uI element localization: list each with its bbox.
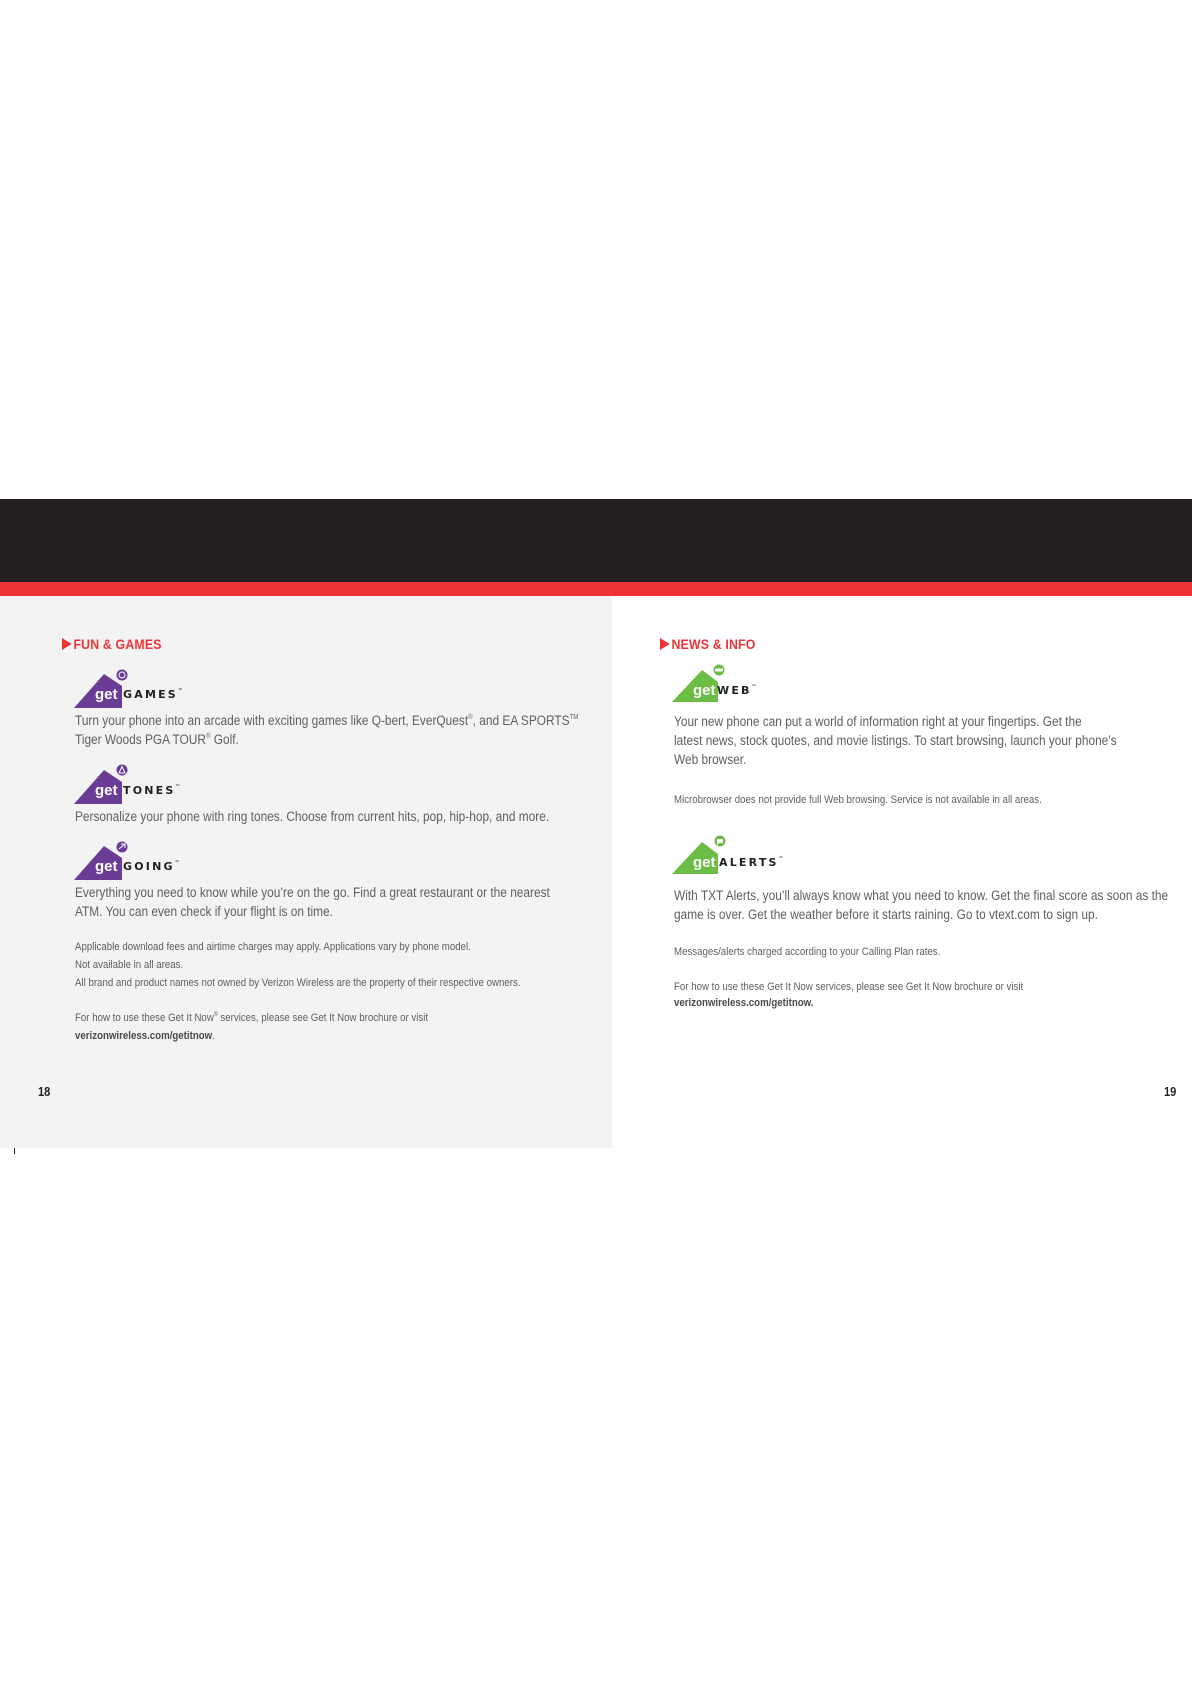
getitnow-link[interactable]: verizonwireless.com/getitnow. xyxy=(674,997,814,1009)
logo-word: GOING™ xyxy=(123,860,180,873)
get-web-logo: get WEB™ xyxy=(672,662,832,698)
games-description: Turn your phone into an arcade with exciting games like Q-bert, EverQuest®, and EA SPORTS™ Tiger Woods PGA TOUR® Golf. xyxy=(75,713,579,747)
page-number-right: 19 xyxy=(1164,1084,1177,1099)
section-heading-fun-games: FUN & GAMES xyxy=(62,636,162,652)
logo-word: GAMES™ xyxy=(123,688,183,701)
tones-description: Personalize your phone with ring tones. Choose from current hits, pop, hip-hop, and more. xyxy=(75,809,550,824)
get-games-logo: get GAMES™ xyxy=(74,668,234,704)
get-going-logo: get GOING™ xyxy=(74,840,234,876)
alerts-description: With TXT Alerts, you’ll always know what you need to know. Get the final score as soon as the game is over. Get the weather before it starts raining. Go to vtext.com to sign up. xyxy=(674,888,1169,922)
page-number-left: 18 xyxy=(38,1084,51,1099)
alerts-fine-print: Messages/alerts charged according to your Calling Plan rates. xyxy=(674,946,941,958)
left-getitnow-note: For how to use these Get It Now® services, please see Get It Now brochure or visit verizonwireless.com/getitnow. xyxy=(75,1012,429,1042)
accent-stripe xyxy=(0,582,1192,596)
web-fine-print: Microbrowser does not provide full Web browsing. Service is not available in all areas. xyxy=(674,794,1042,806)
crop-mark xyxy=(14,1148,15,1154)
section-heading-news-info: NEWS & INFO xyxy=(660,636,756,652)
web-description: Your new phone can put a world of information right at your fingertips. Get the latest news, stock quotes, and movie listings. To start browsing, launch your phone’s Web browser. xyxy=(674,714,1117,767)
going-description: Everything you need to know while you’re on the go. Find a great restaurant or the nearest ATM. You can even check if your flight is on time. xyxy=(75,885,550,919)
logo-word: ALERTS™ xyxy=(719,856,784,869)
triangle-bullet-icon xyxy=(62,638,72,650)
header-band xyxy=(0,499,1192,582)
get-alerts-logo: get ALERTS™ xyxy=(672,834,832,870)
right-getitnow-note: For how to use these Get It Now services, please see Get It Now brochure or visit verizonwireless.com/getitnow. xyxy=(674,981,1024,1009)
left-fine-print: Applicable download fees and airtime charges may apply. Applications vary by phone model. Not available in all areas. All brand and product names not owned by Verizon Wireless are the property of their respective owners. xyxy=(75,941,521,989)
logo-word: TONES™ xyxy=(123,784,181,797)
get-tones-logo: get TONES™ xyxy=(74,764,234,800)
getitnow-link[interactable]: verizonwireless.com/getitnow xyxy=(75,1030,213,1042)
triangle-bullet-icon xyxy=(660,638,670,650)
logo-word: WEB™ xyxy=(717,684,757,697)
